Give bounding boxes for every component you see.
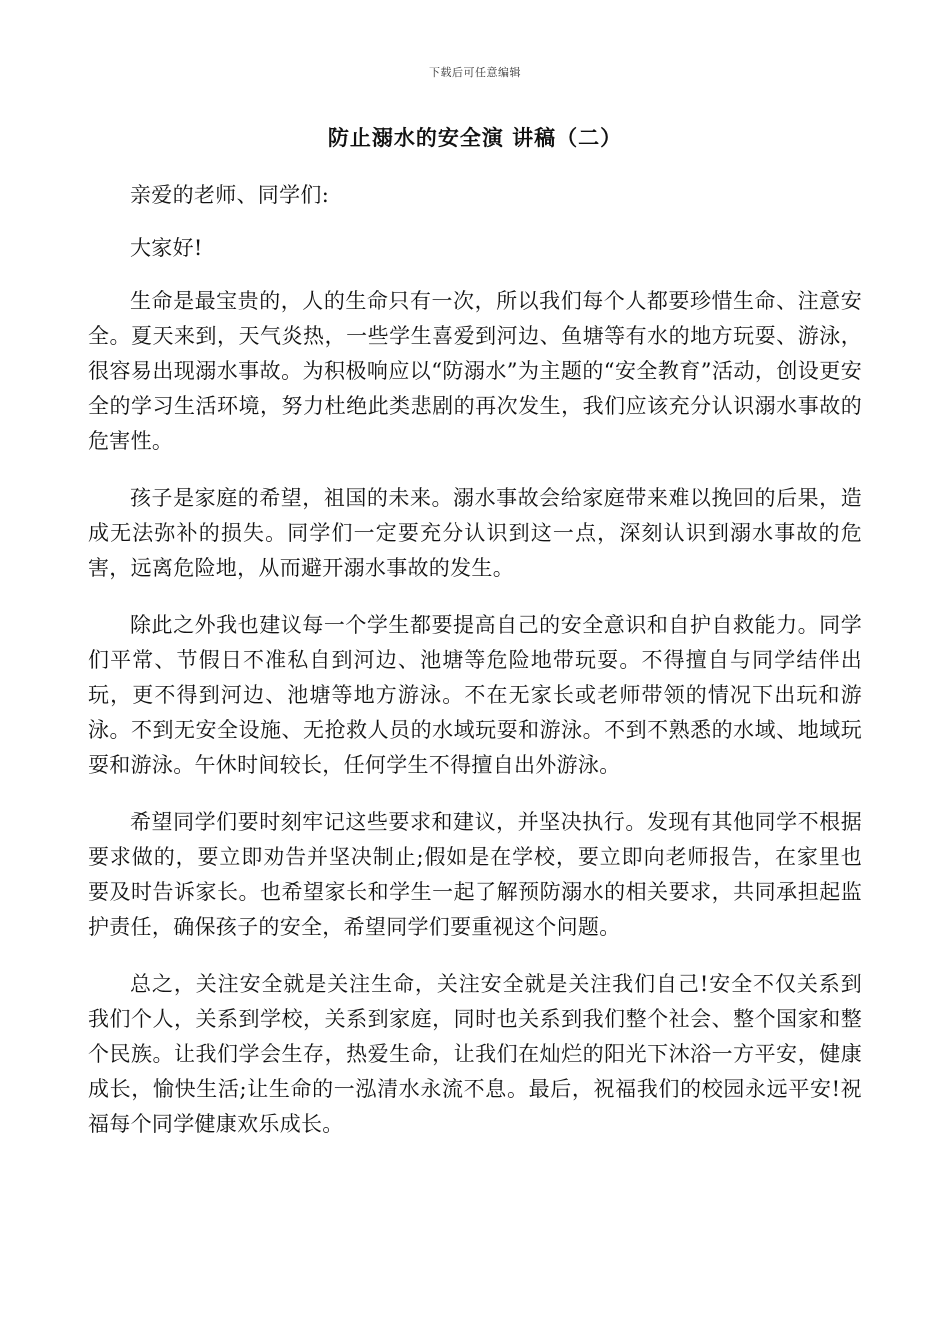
paragraph-5: 总之，关注安全就是关注生命，关注安全就是关注我们自己!安全不仅关系到我们个人，关系到学校，关系到家庭，同时也关系到我们整个社会、整个国家和整个民族。让我们学会生存，热爱生命，让我们在灿烂的阳光下沐浴一方平安，健康成长，愉快生活;让生命的一泓清水永流不息。最后，祝福我们的校园永远平安!祝福每个同学健康欢乐成长。 — [88, 972, 862, 1136]
document-title: 防止溺水的安全演 讲稿（二） — [327, 125, 623, 150]
paragraph-4: 希望同学们要时刻牢记这些要求和建议，并坚决执行。发现有其他同学不根据要求做的，要立即劝告并坚决制止;假如是在学校，要立即向老师报告，在家里也要及时告诉家长。也希望家长和学生一起了解预防溺水的相关要求，共同承担起监护责任，确保孩子的安全，希望同学们要重视这个问题。 — [88, 810, 862, 939]
paragraph-2: 孩子是家庭的希望，祖国的未来。溺水事故会给家庭带来难以挽回的后果，造成无法弥补的损失。同学们一定要充分认识到这一点，深刻认识到溺水事故的危害，远离危险地，从而避开溺水事故的发生。 — [88, 486, 862, 580]
paragraph-3: 除此之外我也建议每一个学生都要提高自己的安全意识和自护自救能力。同学们平常、节假日不准私自到河边、池塘等危险地带玩耍。不得擅自与同学结伴出玩，更不得到河边、池塘等地方游泳。不在无家长或老师带领的情况下出玩和游泳。不到无安全设施、无抢救人员的水域玩耍和游泳。不到不熟悉的水域、地域玩耍和游泳。午休时间较长，任何学生不得擅自出外游泳。 — [88, 613, 862, 777]
paragraph-1: 生命是最宝贵的，人的生命只有一次，所以我们每个人都要珍惜生命、注意安全。夏天来到，天气炎热，一些学生喜爱到河边、鱼塘等有水的地方玩耍、游泳，很容易出现溺水事故。为积极响应以“防溺水”为主题的“安全教育”活动，创设更安全的学习生活环境，努力杜绝此类悲剧的再次发生，我们应该充分认识溺水事故的危害性。 — [88, 289, 862, 453]
hello-line: 大家好! — [130, 236, 203, 260]
greeting-line: 亲爱的老师、同学们: — [130, 183, 330, 207]
document-body — [88, 178, 862, 1164]
header-note: 下载后可任意编辑 — [429, 66, 521, 79]
